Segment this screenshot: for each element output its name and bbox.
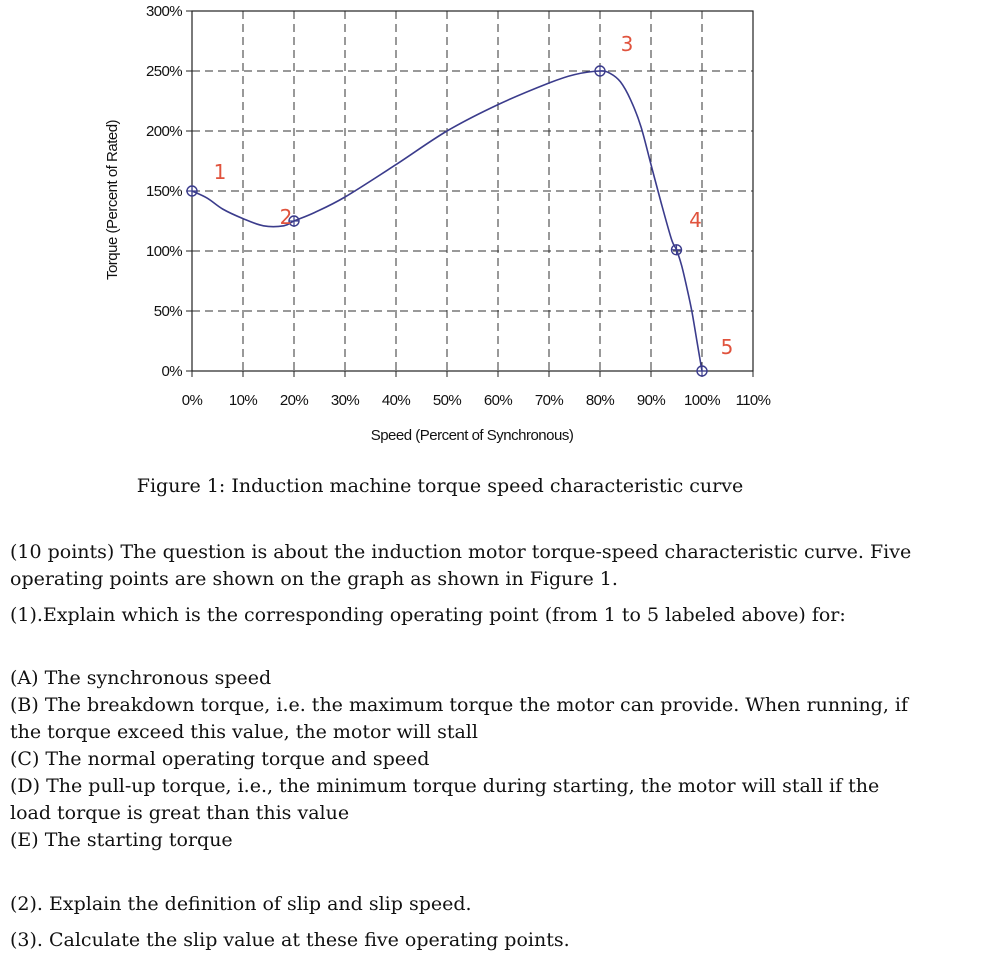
x-tick-label: 20%: [279, 392, 309, 409]
operating-point-4-label: 4: [689, 207, 702, 232]
y-tick-label: 300%: [146, 3, 182, 20]
x-tick-label: 60%: [483, 392, 513, 409]
x-tick-label: 90%: [636, 392, 666, 409]
y-tick-label: 0%: [161, 363, 182, 380]
x-tick-label: 40%: [381, 392, 411, 409]
figure-caption: Figure 1: Induction machine torque speed characteristic curve: [136, 475, 744, 497]
y-axis-ticks: [146, 3, 192, 380]
x-tick-label: 30%: [330, 392, 360, 409]
x-tick-label: 0%: [181, 392, 203, 409]
question-intro: (10 points) The question is about the induction motor torque-speed characteristic curve. Five operating points are shown on the graph as shown in Figure 1.: [10, 541, 912, 590]
option-c: (C) The normal operating torque and speed: [10, 748, 430, 770]
operating-point-2-label: 2: [279, 205, 293, 229]
y-tick-label: 50%: [153, 303, 182, 320]
x-axis-ticks: [182, 371, 771, 409]
y-axis-title: Torque (Percent of Rated): [104, 119, 121, 281]
option-e: (E) The starting torque: [10, 829, 233, 851]
x-tick-label: 70%: [534, 392, 564, 409]
x-tick-label: 10%: [228, 392, 258, 409]
x-tick-label: 110%: [735, 392, 771, 409]
option-d: (D) The pull-up torque, i.e., the minimum torque during starting, the motor will stall if the load torque is great than this value: [10, 775, 880, 824]
grid-lines: [192, 11, 753, 371]
operating-point-3-label: 3: [620, 32, 634, 56]
operating-point-5-label: 5: [720, 335, 734, 359]
x-tick-label: 100%: [684, 392, 720, 409]
y-tick-label: 200%: [146, 123, 182, 140]
question-part-3: (3). Calculate the slip value at these five operating points.: [10, 929, 570, 951]
x-tick-label: 50%: [432, 392, 462, 409]
y-tick-label: 250%: [146, 63, 182, 80]
operating-point-1-label: 1: [213, 160, 227, 184]
y-tick-label: 150%: [146, 183, 182, 200]
option-b: (B) The breakdown torque, i.e. the maximum torque the motor can provide. When running, if the torque exceed this value, the motor will stall: [10, 694, 909, 743]
question-part-2: (2). Explain the definition of slip and slip speed.: [10, 893, 472, 915]
x-axis-title: Speed (Percent of Synchronous): [370, 427, 574, 444]
option-a: (A) The synchronous speed: [10, 667, 272, 689]
question-part-1: (1).Explain which is the corresponding operating point (from 1 to 5 labeled above) for:: [10, 604, 846, 626]
x-tick-label: 80%: [585, 392, 615, 409]
torque-speed-chart: [0, 0, 988, 460]
y-tick-label: 100%: [146, 243, 182, 260]
